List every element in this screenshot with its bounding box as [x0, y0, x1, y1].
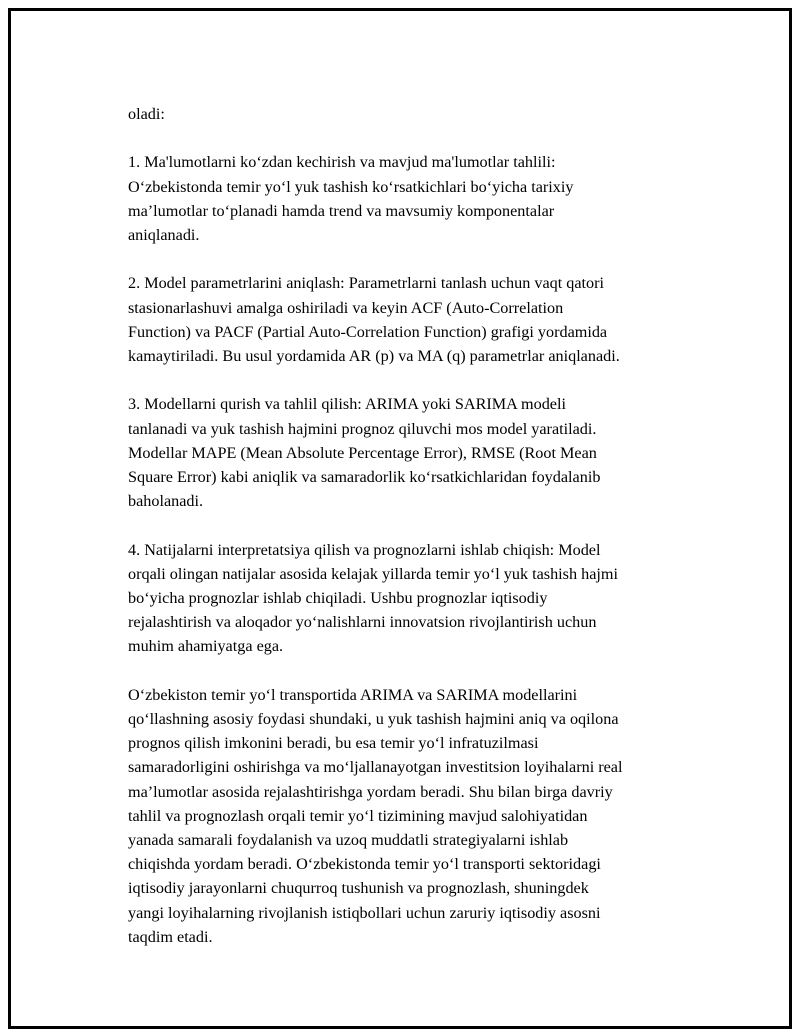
text-line: Function) va PACF (Partial Auto-Correlation Function) grafigi yordamida	[128, 322, 608, 341]
text-line: 4. Natijalarni interpretatsiya qilish va prognozlarni ishlab chiqish: Model	[128, 540, 601, 559]
text-line: yangi loyihalarning rivojlanish istiqbollari uchun zaruriy iqtisodiy asosni	[128, 903, 601, 922]
paragraph-step-2	[128, 271, 698, 368]
text-line: baholanadi.	[128, 492, 204, 511]
text-line: chiqishda yordam beradi. O‘zbekistonda temir yo‘l transporti sektoridagi	[128, 855, 601, 874]
text-line: aniqlanadi.	[128, 226, 200, 244]
text-line: samaradorligini oshirishga va mo‘ljallanayotgan investitsion loyihalarni real	[128, 758, 623, 777]
text-line: 2. Model parametrlarini aniqlash: Parametrlarni tanlash uchun vaqt qatori	[128, 274, 605, 293]
text-line: O‘zbekistonda temir yo‘l yuk tashish ko‘rsatkichlari bo‘yicha tarixiy	[128, 177, 574, 196]
paragraph-step-1	[128, 150, 698, 247]
text-line: O‘zbekiston temir yo‘l transportida ARIMA va SARIMA modellarini	[128, 685, 578, 704]
text-line: ma’lumotlar to‘planadi hamda trend va mavsumiy komponentalar	[128, 201, 555, 220]
text-line: yanada samarali foydalanish va uzoq muddatli strategiyalarni ishlab	[128, 831, 569, 850]
paragraph-step-3	[128, 392, 698, 513]
text-line: 3. Modellarni qurish va tahlil qilish: ARIMA yoki SARIMA modeli	[128, 395, 566, 414]
text-line: muhim ahamiyatga ega.	[128, 637, 284, 656]
text-line: tanlanadi va yuk tashish hajmini prognoz qiluvchi mos model yaratiladi.	[128, 419, 597, 438]
page-frame	[8, 8, 792, 1029]
text-line: prognos qilish imkonini beradi, bu esa temir yo‘l infratuzilmasi	[128, 734, 539, 753]
text-line: ma’lumotlar asosida rejalashtirishga yordam beradi. Shu bilan birga davriy	[128, 782, 613, 801]
text-line: iqtisodiy jarayonlarni chuqurroq tushunish va prognozlash, shuningdek	[128, 879, 589, 898]
text-line: kamaytiriladi. Bu usul yordamida AR (p) va MA (q) parametrlar aniqlanadi.	[128, 347, 620, 365]
text-line: rejalashtirish va aloqador yo‘nalishlarni innovatsion rivojlantirish uchun	[128, 613, 597, 632]
text-line: orqali olingan natijalar asosida kelajak yillarda temir yo‘l yuk tashish hajmi	[128, 564, 618, 583]
text-line: qo‘llashning asosiy foydasi shundaki, u yuk tashish hajmini aniq va oqilona	[128, 710, 619, 728]
text-line: bo‘yicha prognozlar ishlab chiqiladi. Ushbu prognozlar iqtisodiy	[128, 589, 548, 607]
text-line: tahlil va prognozlash orqali temir yo‘l tizimining mavjud salohiyatidan	[128, 806, 588, 825]
text-line: oladi:	[128, 105, 165, 123]
paragraph-continuation	[128, 102, 698, 126]
text-line: Modellar MAPE (Mean Absolute Percentage Error), RMSE (Root Mean	[128, 443, 597, 462]
paragraph-conclusion	[128, 683, 698, 949]
text-line: Square Error) kabi aniqlik va samaradorlik ko‘rsatkichlaridan foydalanib	[128, 468, 601, 486]
document-body	[128, 102, 698, 973]
text-line: taqdim etadi.	[128, 927, 213, 946]
text-line: 1. Ma'lumotlarni ko‘zdan kechirish va mavjud ma'lumotlar tahlili:	[128, 153, 556, 172]
paragraph-step-4	[128, 538, 698, 659]
text-line: stasionarlashuvi amalga oshiriladi va keyin ACF (Auto-Correlation	[128, 298, 564, 317]
